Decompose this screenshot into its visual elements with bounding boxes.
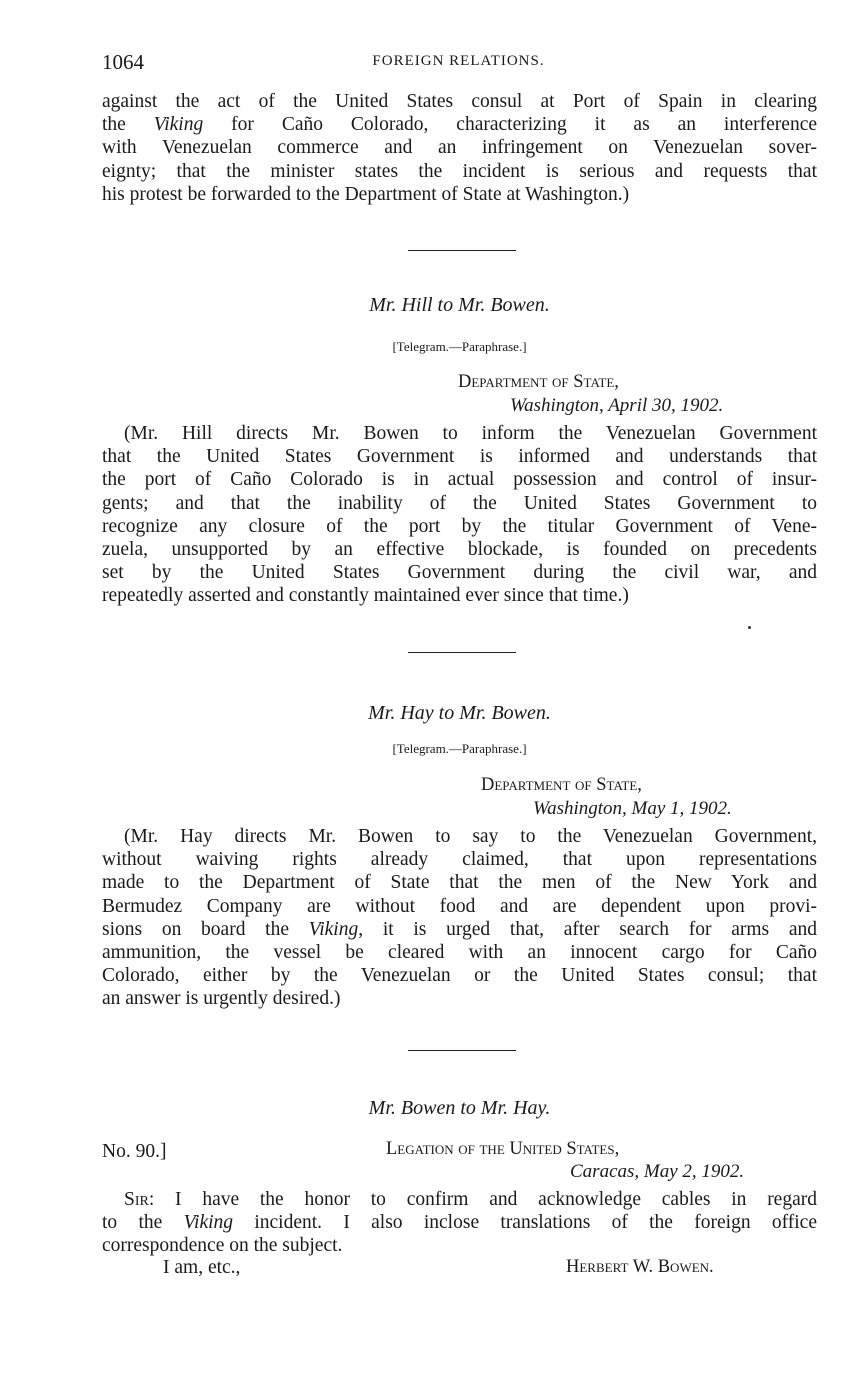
dateline: Washington, April 30, 1902. [510, 395, 724, 416]
closing: I am, etc., [163, 1257, 241, 1278]
text-line: recognize any closure of the port by the titular Government of Vene- [102, 515, 817, 537]
text-line: his protest be forwarded to the Department of State at Washington.) [102, 183, 630, 205]
text-line: Bermudez Company are without food and are dependent upon provi- [102, 895, 817, 917]
despatch-number: No. 90.] [102, 1141, 167, 1162]
letter-subheading: [Telegram.—Paraphrase.] [392, 339, 527, 354]
opening-paragraph [102, 90, 817, 206]
text-line: (Mr. Hill directs Mr. Bowen to inform the Venezuelan Government [124, 423, 817, 444]
text-line: against the act of the United States consul at Port of Spain in clearing [102, 91, 817, 112]
letter-heading: Mr. Hay to Mr. Bowen. [368, 702, 551, 724]
letter-body [102, 825, 817, 1011]
text-line: Sir: I have the honor to confirm and acknowledge cables in regard [124, 1189, 817, 1210]
text-line: without waiving rights already claimed, that upon representations [102, 849, 817, 871]
letter-heading: Mr. Bowen to Mr. Hay. [368, 1097, 551, 1119]
running-title: FOREIGN RELATIONS. [372, 53, 545, 69]
salutation: Sir [124, 1189, 149, 1210]
text-line: zuela, unsupported by an effective blockade, is founded on precedents [102, 539, 817, 561]
section-divider [408, 250, 516, 251]
text-line: sions on board the Viking, it is urged that, after search for arms and [102, 918, 817, 940]
text-line: the port of Caño Colorado is in actual possession and control of insur- [102, 469, 817, 491]
letter-body [102, 1188, 817, 1258]
office-line: Department of State, [458, 372, 619, 392]
dateline: Washington, May 1, 1902. [533, 798, 732, 819]
text-line: set by the United States Government during the civil war, and [102, 562, 817, 584]
section-divider [408, 652, 516, 653]
letter-heading: Mr. Hill to Mr. Bowen. [369, 294, 550, 316]
text-line: to the Viking incident. I also inclose translations of the foreign office [102, 1212, 817, 1234]
text-line: correspondence on the subject. [102, 1235, 343, 1257]
text-line: ammunition, the vessel be cleared with an innocent cargo for Caño [102, 942, 817, 964]
ink-speck [748, 626, 751, 629]
text-line: gents; and that the inability of the United States Government to [102, 492, 817, 514]
text-line: made to the Department of State that the men of the New York and [102, 872, 817, 894]
text-line: repeatedly asserted and constantly maintained ever since that time.) [102, 585, 629, 607]
office-line: Legation of the United States, [386, 1139, 620, 1159]
text-line: (Mr. Hay directs Mr. Bowen to say to the Venezuelan Government, [124, 826, 817, 847]
section-divider [408, 1050, 516, 1051]
letter-subheading: [Telegram.—Paraphrase.] [392, 741, 527, 756]
vessel-name: Viking [183, 1212, 234, 1234]
vessel-name: Viking [153, 114, 204, 136]
text-line: with Venezuelan commerce and an infringement on Venezuelan sover- [102, 137, 817, 159]
dateline: Caracas, May 2, 1902. [570, 1161, 745, 1182]
text-line: Colorado, either by the Venezuelan or the United States consul; that [102, 965, 817, 987]
text-line: that the United States Government is informed and understands that [102, 446, 817, 468]
signature: Herbert W. Bowen. [566, 1257, 714, 1277]
office-line: Department of State, [481, 775, 642, 795]
vessel-name: Viking [308, 918, 359, 940]
running-head [102, 50, 815, 76]
text-line: the Viking for Caño Colorado, characterizing it as an interference [102, 114, 818, 136]
letter-body [102, 422, 817, 608]
page-number: 1064 [102, 50, 144, 74]
text-line: eignty; that the minister states the incident is serious and requests that [102, 160, 817, 182]
text-line: an answer is urgently desired.) [102, 988, 341, 1010]
